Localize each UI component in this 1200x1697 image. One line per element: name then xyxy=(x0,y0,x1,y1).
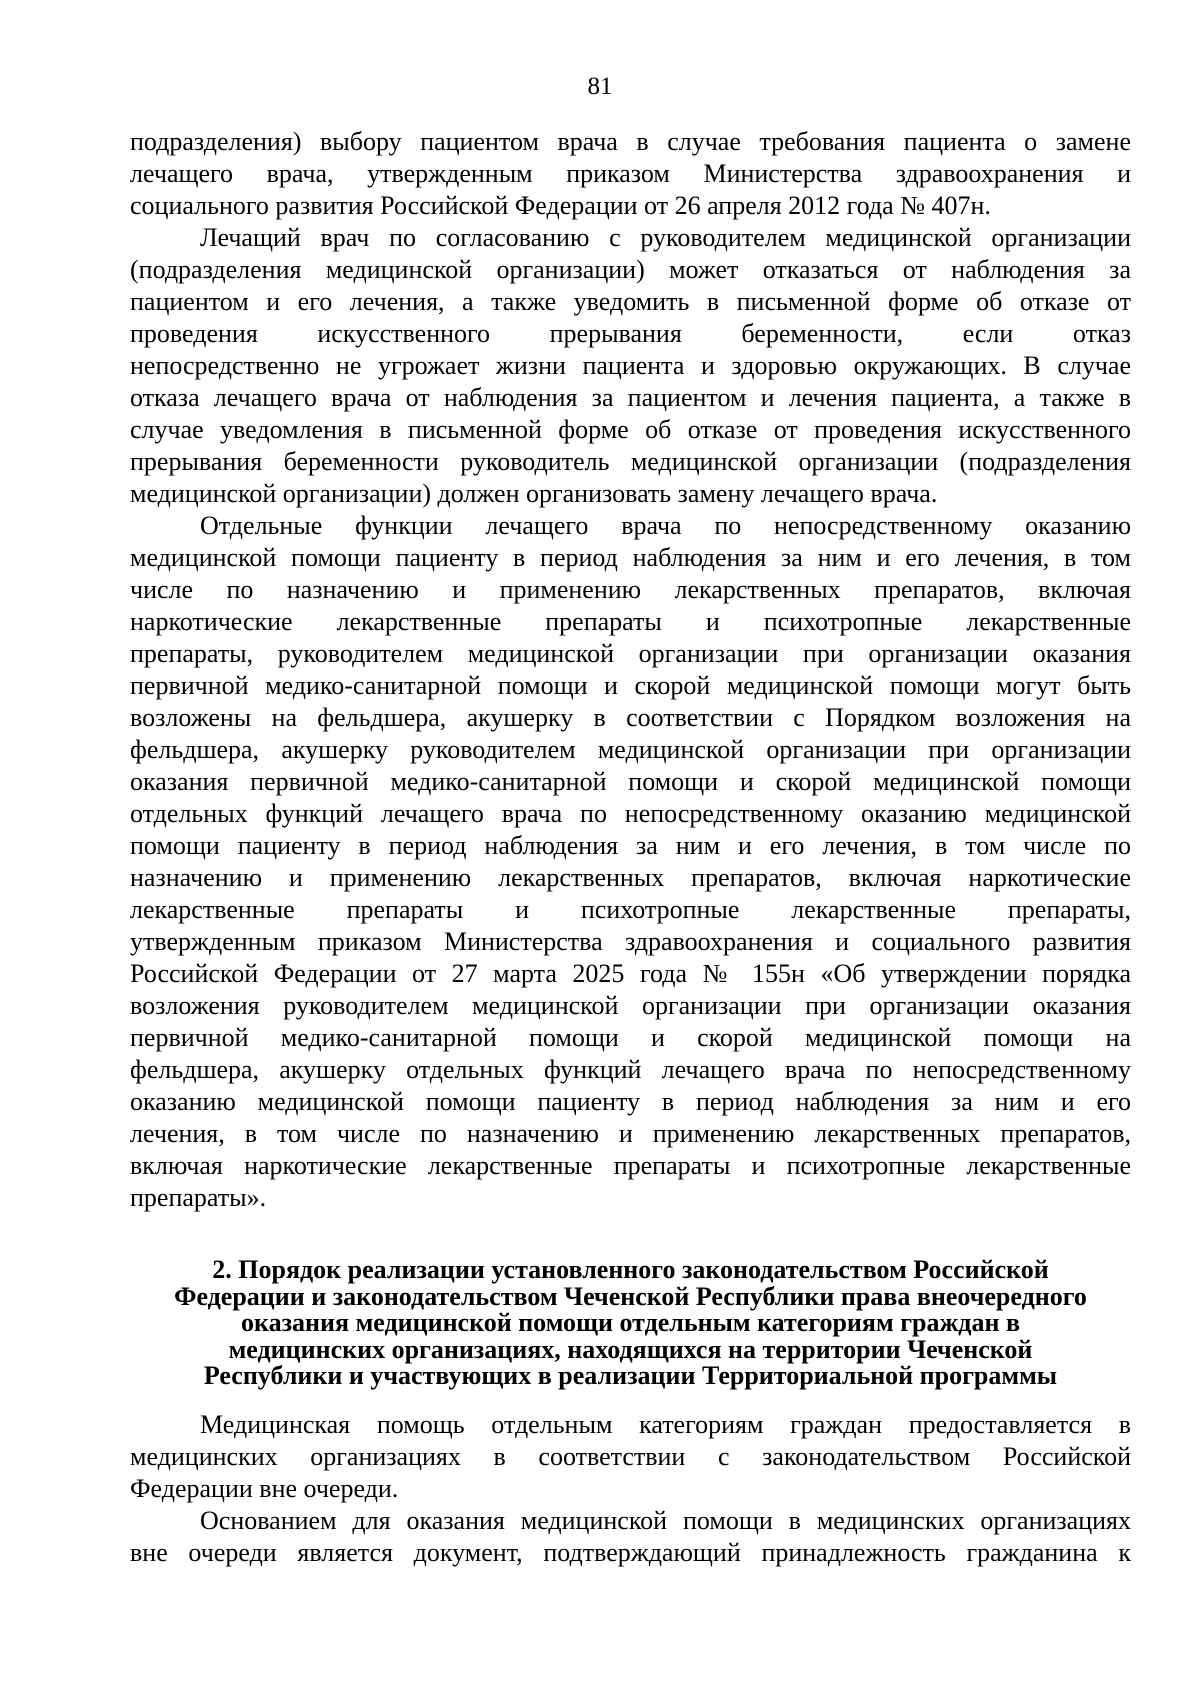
text-line: включая наркотические лекарственные препараты и психотропные лекарственные xyxy=(130,1151,1131,1180)
text-line: вне очереди является документ, подтверждающий принадлежность гражданина к xyxy=(130,1538,1131,1567)
text-line: медицинской помощи пациенту в период наблюдения за ним и его лечения, в том xyxy=(130,543,1131,572)
body-text-block-2 xyxy=(130,1409,1131,1569)
text-line: числе по назначению и применению лекарственных препаратов, включая xyxy=(130,575,1131,604)
text-line: случае уведомления в письменной форме об отказе от проведения искусственного xyxy=(130,415,1131,444)
text-line: фельдшера, акушерку отдельных функций лечащего врача по непосредственному xyxy=(130,1055,1131,1084)
page-number: 81 xyxy=(587,73,613,100)
text-line: отказа лечащего врача от наблюдения за пациентом и лечения пациента, а также в xyxy=(130,383,1131,412)
text-line: фельдшера, акушерку руководителем медицинской организации при организации xyxy=(130,735,1131,764)
text-line: проведения искусственного прерывания беременности, если отказ xyxy=(130,319,1131,348)
text-line: лечащего врача, утвержденным приказом Министерства здравоохранения и xyxy=(130,159,1131,188)
text-line: возложены на фельдшера, акушерку в соответствии с Порядком возложения на xyxy=(130,703,1131,732)
text-line: (подразделения медицинской организации) может отказаться от наблюдения за xyxy=(130,255,1131,284)
text-line: препараты, руководителем медицинской организации при организации оказания xyxy=(130,639,1131,668)
heading-line: медицинских организациях, находящихся на территории Чеченской xyxy=(228,1334,1033,1364)
text-line: Федерации вне очереди. xyxy=(130,1474,399,1503)
text-line: наркотические лекарственные препараты и психотропные лекарственные xyxy=(130,607,1131,636)
section-heading xyxy=(130,1257,1131,1390)
text-line: утвержденным приказом Министерства здравоохранения и социального развития xyxy=(130,927,1131,956)
text-line: пациентом и его лечения, а также уведомить в письменной форме об отказе от xyxy=(130,287,1131,316)
text-line: социального развития Российской Федерации от 26 апреля 2012 года № 407н. xyxy=(130,191,991,220)
text-line: подразделения) выбору пациентом врача в случае требования пациента о замене xyxy=(130,127,1131,156)
text-line: Лечащий врач по согласованию с руководителем медицинской организации xyxy=(200,223,1131,252)
text-line: первичной медико-санитарной помощи и скорой медицинской помощи могут быть xyxy=(130,671,1131,700)
text-line: назначению и применению лекарственных препаратов, включая наркотические xyxy=(130,863,1131,892)
text-line: помощи пациенту в период наблюдения за ним и его лечения, в том числе по xyxy=(130,831,1131,860)
text-line: непосредственно не угрожает жизни пациента и здоровью окружающих. В случае xyxy=(130,351,1131,380)
text-line: прерывания беременности руководитель медицинской организации (подразделения xyxy=(130,447,1131,476)
text-line: медицинских организациях в соответствии с законодательством Российской xyxy=(130,1442,1131,1471)
text-line: возложения руководителем медицинской организации при организации оказания xyxy=(130,991,1131,1020)
heading-line: Федерации и законодательством Чеченской Республики права внеочередного xyxy=(174,1281,1087,1311)
text-line: Основанием для оказания медицинской помощи в медицинских организациях xyxy=(200,1506,1131,1535)
text-line: медицинской организации) должен организовать замену лечащего врача. xyxy=(130,479,938,508)
heading-line: 2. Порядок реализации установленного законодательством Российской xyxy=(212,1255,1049,1284)
body-text-block-1 xyxy=(130,126,1131,1214)
heading-line: оказания медицинской помощи отдельным категориям граждан в xyxy=(241,1308,1020,1337)
text-line: лечения, в том числе по назначению и применению лекарственных препаратов, xyxy=(130,1119,1131,1148)
text-line: оказания первичной медико-санитарной помощи и скорой медицинской помощи xyxy=(130,767,1131,796)
text-line: оказанию медицинской помощи пациенту в период наблюдения за ним и его xyxy=(130,1087,1131,1116)
text-line: Отдельные функции лечащего врача по непосредственному оказанию xyxy=(200,511,1131,540)
text-line: Медицинская помощь отдельным категориям граждан предоставляется в xyxy=(200,1410,1131,1439)
text-line: лекарственные препараты и психотропные лекарственные препараты, xyxy=(130,895,1131,924)
text-line: Российской Федерации от 27 марта 2025 года № 155н «Об утверждении порядка xyxy=(130,959,1131,988)
text-line: первичной медико-санитарной помощи и скорой медицинской помощи на xyxy=(130,1023,1131,1052)
text-line: отдельных функций лечащего врача по непосредственному оказанию медицинской xyxy=(130,799,1131,828)
heading-line: Республики и участвующих в реализации Территориальной программы xyxy=(203,1361,1058,1390)
text-line: препараты». xyxy=(130,1183,267,1212)
